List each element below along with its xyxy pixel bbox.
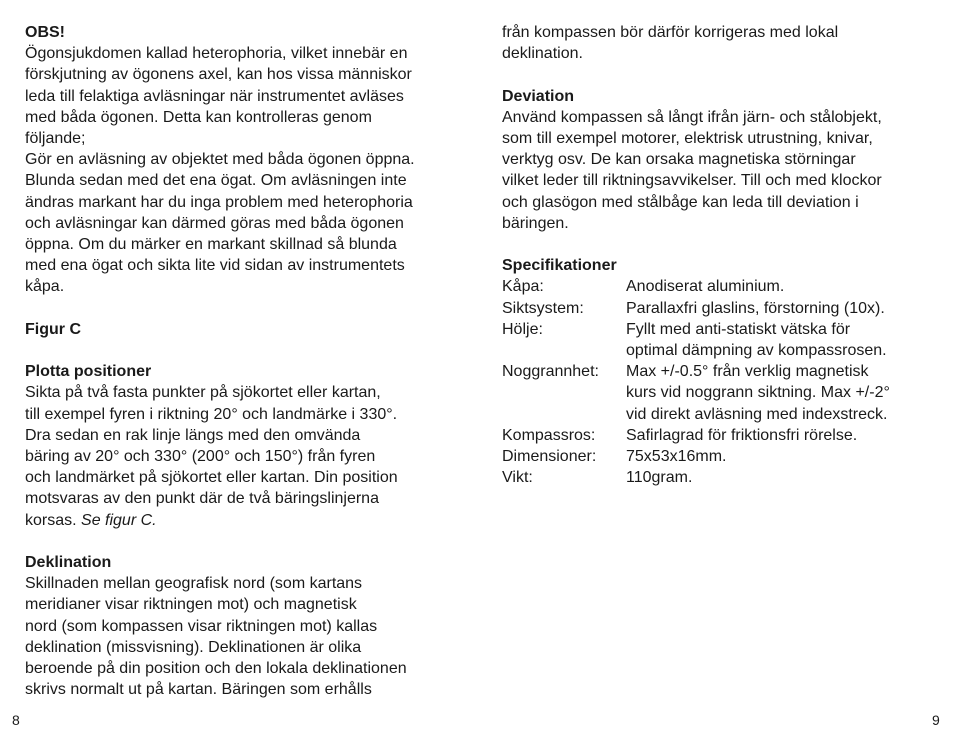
deviation-heading: Deviation xyxy=(502,87,575,105)
text-line: Ögonsjukdomen kallad heterophoria, vilket innebär en xyxy=(25,45,408,63)
text-line: Använd kompassen så långt ifrån järn- och stålobjekt, xyxy=(502,108,882,126)
text-line: med båda ögonen. Detta kan kontrolleras genom xyxy=(25,108,372,126)
text-line: Skillnaden mellan geografisk nord (som kartans xyxy=(25,575,363,593)
text-line: Blunda sedan med det ena ögat. Om avläsningen inte xyxy=(25,172,407,190)
page-number-left: 8 xyxy=(12,712,20,728)
spec-value xyxy=(626,425,932,446)
text-line: från kompassen bör därför korrigeras med lokal xyxy=(502,24,839,41)
spec-label: Hölje: xyxy=(502,320,543,338)
plot-text xyxy=(25,382,465,509)
spec-value-line: optimal dämpning av kompassrosen. xyxy=(626,342,887,360)
page-number-right: 9 xyxy=(932,712,940,728)
plot-last-line: korsas. Se figur C. xyxy=(25,511,157,529)
text-line: verktyg osv. De kan orsaka magnetiska störningar xyxy=(502,151,856,169)
left-page xyxy=(25,22,465,700)
text-line: Sikta på två fasta punkter på sjökortet eller kartan, xyxy=(25,384,381,402)
deviation-text xyxy=(502,107,932,234)
text-line: öppna. Om du märker en markant skillnad så blunda xyxy=(25,236,397,254)
spec-value-line: Safirlagrad för friktionsfri rörelse. xyxy=(626,426,858,444)
text-line: vilket leder till riktningsavvikelser. Till och med klockor xyxy=(502,172,882,190)
text-line: deklination (missvisning). Deklinationen är olika xyxy=(25,638,362,656)
spec-value xyxy=(626,298,932,319)
text-line: leda till felaktiga avläsningar när instrumentet avläses xyxy=(25,87,404,105)
declination-text xyxy=(25,573,465,700)
text-line: förskjutning av ögonens axel, kan hos vissa människor xyxy=(25,66,412,84)
text-line: ändras markant har du inga problem med heterophoria xyxy=(25,193,413,211)
see-figure-ref: Se figur C. xyxy=(81,511,157,529)
spec-label: Siktsystem: xyxy=(502,299,584,317)
spec-value-line: 75x53x16mm. xyxy=(626,448,727,466)
text-line: och glasögon med stålbåge kan leda till deviation i xyxy=(502,193,859,211)
spec-label: Kompassros: xyxy=(502,426,596,444)
spec-label: Noggrannhet: xyxy=(502,363,599,381)
declination-heading: Deklination xyxy=(25,554,112,572)
spec-value-line: Max +/-0.5° från verklig magnetisk xyxy=(626,363,869,381)
text-line: som till exempel motorer, elektrisk utrustning, knivar, xyxy=(502,130,873,147)
specs-table xyxy=(502,276,932,488)
text-line: med ena ögat och sikta lite vid sidan av instrumentets xyxy=(25,257,405,275)
spec-value-line: Fyllt med anti-statiskt vätska för xyxy=(626,320,851,338)
text-line: meridianer visar riktningen mot) och magnetisk xyxy=(25,596,357,614)
figure-heading: Figur C xyxy=(25,320,81,338)
text-line: skrivs normalt ut på kartan. Bäringen som erhålls xyxy=(25,681,372,699)
text-line: kåpa. xyxy=(25,278,65,296)
text-line: till exempel fyren i riktning 20° och landmärke i 330°. xyxy=(25,405,398,423)
specs-heading: Specifikationer xyxy=(502,257,617,275)
spec-value-line: kurs vid noggrann siktning. Max +/-2° xyxy=(626,384,890,402)
text-line: deklination. xyxy=(502,45,583,63)
spec-value-line: Anodiserat aluminium. xyxy=(626,278,785,296)
text-line: beroende på din position och den lokala deklinationen xyxy=(25,660,407,678)
text-line: bäring av 20° och 330° (200° och 150°) från fyren xyxy=(25,448,376,466)
spec-label: Vikt: xyxy=(502,469,533,487)
text-line: Gör en avläsning av objektet med båda ögonen öppna. xyxy=(25,151,415,169)
continuation-text xyxy=(502,22,932,64)
spec-label: Kåpa: xyxy=(502,278,544,296)
spec-value-line: Parallaxfri glaslins, förstorning (10x). xyxy=(626,299,885,317)
spec-value xyxy=(626,361,932,425)
plot-heading: Plotta positioner xyxy=(25,363,152,381)
spec-value xyxy=(626,467,932,488)
text-line: följande; xyxy=(25,130,86,148)
spec-value xyxy=(626,319,932,361)
spec-label: Dimensioner: xyxy=(502,448,597,466)
spec-value-line: vid direkt avläsning med indexstreck. xyxy=(626,405,888,423)
text-line: motsvaras av den punkt där de två bäringslinjerna xyxy=(25,490,379,508)
text-line: bäringen. xyxy=(502,214,569,232)
right-page xyxy=(502,22,932,488)
spec-value xyxy=(626,446,932,467)
obs-heading: OBS! xyxy=(25,24,65,41)
spec-value-line: 110gram. xyxy=(626,469,693,487)
text-line: och landmärket på sjökortet eller kartan. Din position xyxy=(25,469,398,487)
obs-text xyxy=(25,43,465,297)
text-line: och avläsningar kan därmed göras med båda ögonen xyxy=(25,214,404,232)
text-line: nord (som kompassen visar riktningen mot) kallas xyxy=(25,617,378,635)
text-line: Dra sedan en rak linje längs med den omvända xyxy=(25,426,361,444)
spec-value xyxy=(626,276,932,297)
